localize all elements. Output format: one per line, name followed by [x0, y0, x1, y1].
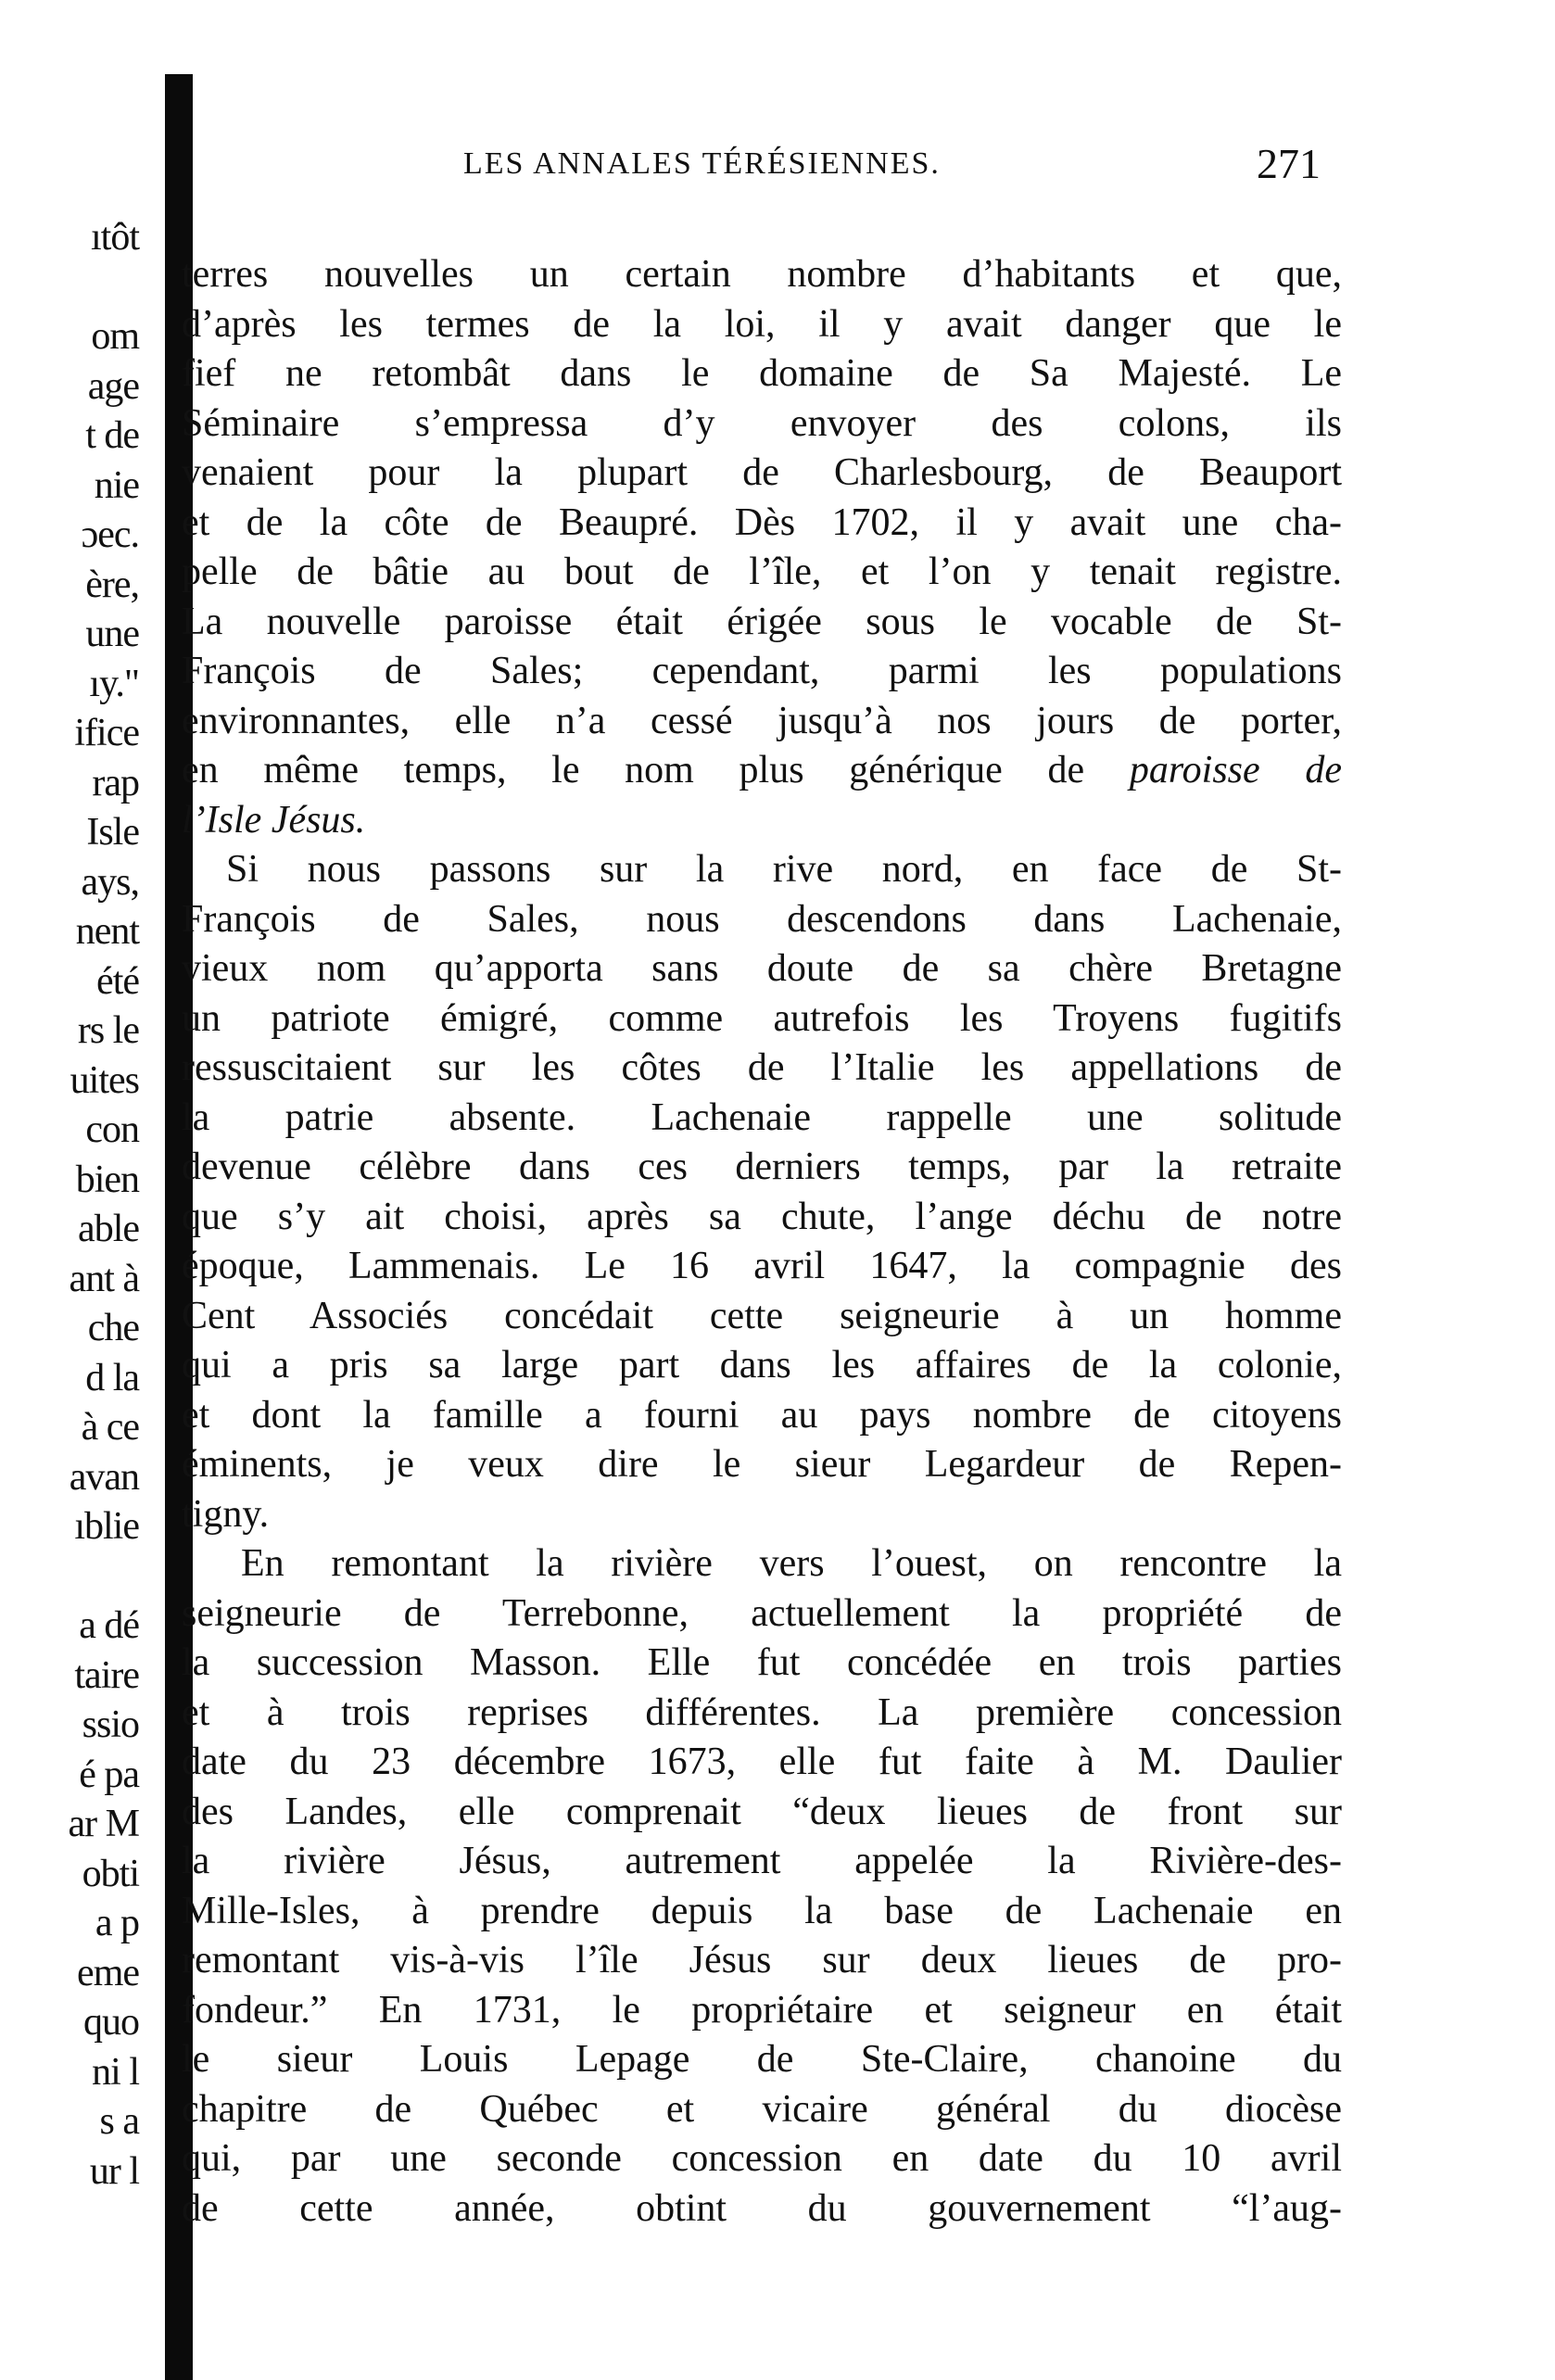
margin-fragment: ıtôt	[90, 216, 139, 259]
margin-fragment: ni l	[92, 2050, 139, 2094]
margin-fragment	[0, 263, 185, 313]
text-line: date du 23 décembre 1673, elle fut faite à M. Daulier	[182, 1741, 1342, 1783]
text-line: que s’y ait choisi, après sa chute, l’ange déchu de notre	[182, 1195, 1342, 1238]
adjacent-page-margin	[0, 213, 185, 2196]
margin-fragment: eme	[77, 1951, 139, 1994]
paragraph-start-line: Si nous passons sur la rive nord, en face de St-	[226, 848, 1342, 891]
margin-fragment: uites	[70, 1058, 139, 1102]
text-line: Mille-Isles, à prendre depuis la base de Lachenaie en	[182, 1889, 1342, 1932]
text-line: éminents, je veux dire le sieur Legardeur de Repen-	[182, 1443, 1342, 1486]
italic-term: l’Isle Jésus.	[182, 798, 366, 842]
text-line: environnantes, elle n’a cessé jusqu’à nos jours de porter,	[182, 699, 1342, 742]
margin-fragment: ifice	[74, 712, 139, 754]
text-line: devenue célèbre dans ces derniers temps, par la retraite	[182, 1146, 1342, 1188]
margin-fragment: ssio	[82, 1703, 139, 1746]
margin-fragment: ıblie	[74, 1505, 139, 1548]
text-line	[182, 796, 1342, 846]
margin-fragment: ɔec.	[81, 513, 139, 556]
margin-fragment: Isle	[86, 811, 139, 854]
margin-fragment: obti	[82, 1852, 139, 1895]
margin-fragment: é pa	[79, 1753, 139, 1796]
text-line: et dont la famille a fourni au pays nombre de citoyens	[182, 1393, 1342, 1437]
text-line: vieux nom qu’apporta sans doute de sa chère Bretagne	[182, 947, 1342, 990]
text-line: Cent Associés concédait cette seigneurie à un homme	[182, 1294, 1342, 1337]
margin-fragment: ère,	[85, 563, 139, 606]
text-line: La nouvelle paroisse était érigée sous le vocable de St-	[182, 600, 1342, 643]
page-number: 271	[1257, 140, 1321, 187]
margin-fragment: ur l	[89, 2149, 139, 2193]
text-line: le sieur Louis Lepage de Ste-Claire, chanoine du	[182, 2038, 1342, 2081]
text-line: François de Sales; cependant, parmi les populations	[182, 650, 1342, 692]
margin-fragment: ıy."	[89, 662, 139, 705]
margin-fragment: bien	[75, 1158, 139, 1201]
italic-term: paroisse de	[1129, 749, 1342, 791]
text-line: qui a pris sa large part dans les affaires de la colonie,	[182, 1344, 1342, 1386]
text-line: ressuscitaient sur les côtes de l’Italie les appellations de	[182, 1046, 1342, 1089]
text-segment: en même temps, le nom plus générique de	[182, 749, 1085, 791]
text-line: tigny.	[182, 1492, 270, 1536]
text-line: terres nouvelles un certain nombre d’habitants et que,	[182, 253, 1342, 296]
text-line: de cette année, obtint du gouvernement “l’aug-	[182, 2186, 1342, 2230]
margin-fragment: age	[87, 364, 139, 408]
text-line: époque, Lammenais. Le 16 avril 1647, la compagnie des	[182, 1245, 1342, 1287]
text-line: la patrie absente. Lachenaie rappelle une solitude	[182, 1095, 1342, 1139]
margin-fragment: taire	[74, 1653, 139, 1697]
page-header	[0, 140, 1555, 202]
margin-fragment: om	[91, 315, 139, 358]
text-line: d’après les termes de la loi, il y avait danger que le	[182, 302, 1342, 346]
text-line: Séminaire s’empressa d’y envoyer des colons, ils	[182, 401, 1342, 445]
text-line: venaient pour la plupart de Charlesbourg, de Beauport	[182, 451, 1342, 494]
body-text	[182, 250, 1342, 2234]
margin-fragment: t de	[85, 414, 139, 457]
text-line: et de la côte de Beaupré. Dès 1702, il y avait une cha-	[182, 500, 1342, 544]
margin-fragment: avan	[69, 1455, 139, 1499]
margin-fragment: s a	[99, 2100, 139, 2143]
margin-fragment: une	[85, 613, 139, 655]
text-line: la succession Masson. Elle fut concédée en trois parties	[182, 1641, 1342, 1684]
paragraph-start-line: En remontant la rivière vers l’ouest, on rencontre la	[241, 1542, 1342, 1585]
text-line: pelle de bâtie au bout de l’île, et l’on y tenait registre.	[182, 551, 1342, 593]
margin-fragment: con	[85, 1108, 139, 1151]
text-line: remontant vis-à-vis l’île Jésus sur deux lieues de pro-	[182, 1939, 1342, 1981]
margin-fragment: été	[96, 959, 139, 1003]
running-head: LES ANNALES TÉRÉSIENNES.	[463, 146, 941, 181]
margin-fragment: a dé	[79, 1604, 139, 1647]
text-line: chapitre de Québec et vicaire général du diocèse	[182, 2087, 1342, 2131]
margin-fragment: able	[78, 1208, 139, 1250]
margin-fragment: che	[87, 1307, 139, 1349]
text-line: la rivière Jésus, autrement appelée la Rivière-des-	[182, 1840, 1342, 1882]
text-line	[182, 746, 1342, 796]
margin-fragment: d la	[85, 1356, 139, 1399]
text-line: fondeur.” En 1731, le propriétaire et seigneur en était	[182, 1988, 1342, 2032]
margin-fragment: rap	[92, 761, 139, 804]
margin-fragment: quo	[83, 2001, 139, 2044]
margin-fragment: a p	[95, 1902, 139, 1944]
text-line: qui, par une seconde concession en date du 10 avril	[182, 2137, 1342, 2180]
text-line: des Landes, elle comprenait “deux lieues de front sur	[182, 1790, 1342, 1833]
margin-fragment: nent	[75, 910, 139, 953]
margin-fragment: rs le	[77, 1009, 139, 1052]
text-line: fief ne retombât dans le domaine de Sa Majesté. Le	[182, 352, 1342, 395]
text-line: François de Sales, nous descendons dans Lachenaie,	[182, 897, 1342, 941]
margin-fragment: ar M	[68, 1803, 139, 1845]
margin-fragment: à ce	[81, 1406, 139, 1449]
text-line: seigneurie de Terrebonne, actuellement la propriété de	[182, 1591, 1342, 1635]
margin-fragment: nie	[94, 463, 139, 507]
text-line: un patriote émigré, comme autrefois les Troyens fugitifs	[182, 996, 1342, 1040]
text-line: et à trois reprises différentes. La première concession	[182, 1690, 1342, 1734]
margin-fragment	[0, 1552, 185, 1602]
margin-fragment: ays,	[81, 860, 139, 904]
margin-fragment: ant à	[69, 1257, 139, 1300]
